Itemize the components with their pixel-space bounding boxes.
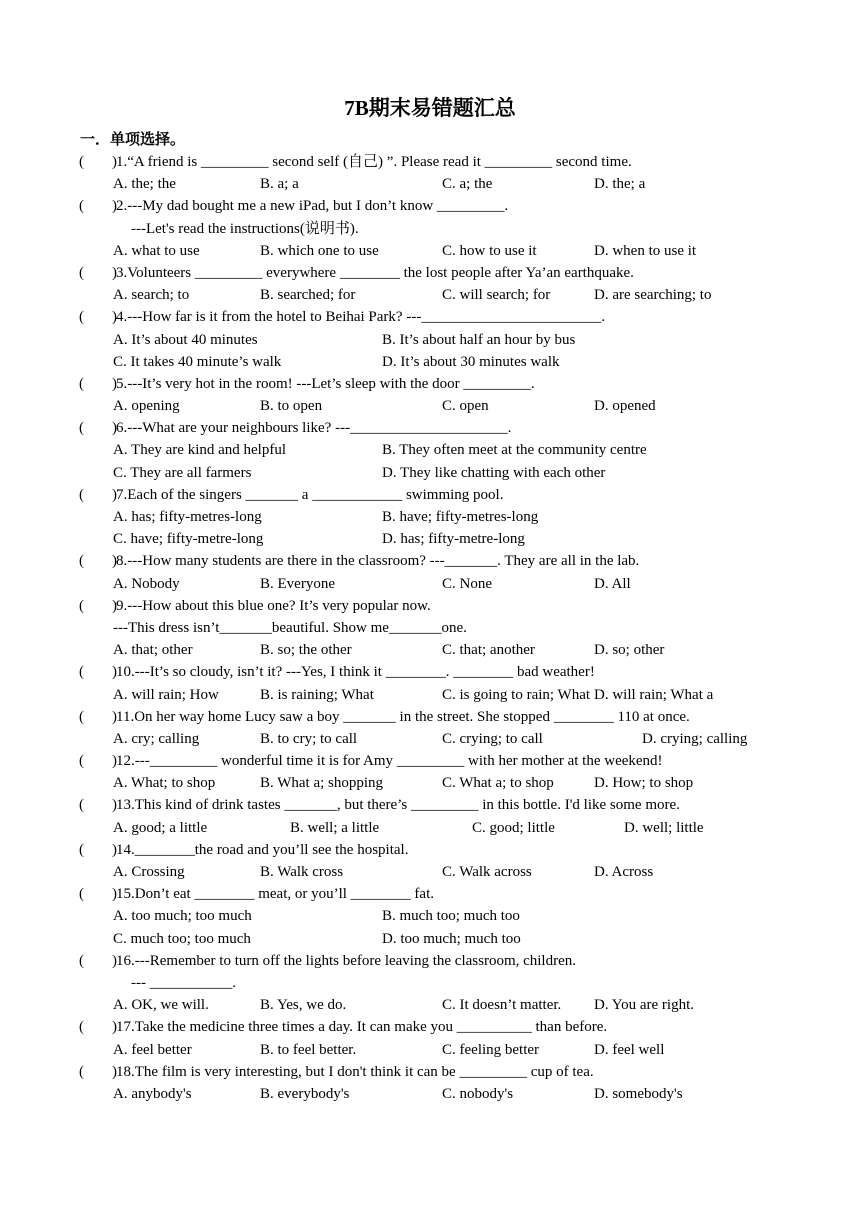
option: A. too much; too much (113, 908, 252, 925)
option: D. crying; calling (642, 730, 748, 747)
question-stem: 5.---It’s very hot in the room! ---Let’s sleep with the door _________. (116, 375, 535, 392)
option-row (0, 240, 860, 262)
option: D. are searching; to (594, 287, 712, 304)
option: B. Everyone (260, 575, 335, 592)
option: A. Crossing (113, 864, 185, 880)
option: D. has; fifty-metre-long (382, 531, 525, 548)
option-row (0, 639, 860, 661)
option: B. to open (260, 398, 323, 415)
answer-paren-right: ) (112, 708, 117, 725)
option-row (0, 439, 860, 461)
option: B. have; fifty-metres-long (382, 509, 539, 525)
option: A. has; fifty-metres-long (113, 509, 262, 525)
answer-paren-right: ) (112, 1019, 117, 1036)
option: B. so; the other (260, 642, 352, 659)
option: A. what to use (113, 242, 200, 259)
question-stem-line (0, 839, 860, 861)
answer-paren-right: ) (112, 264, 117, 281)
question-stem: 13.This kind of drink tastes _______, but there’s _________ in this bottle. I'd like some more. (116, 797, 680, 814)
answer-paren-left: ( (79, 952, 84, 969)
option: A. will rain; How (113, 686, 219, 703)
option: A. It’s about 40 minutes (113, 331, 258, 348)
answer-paren-right: ) (112, 198, 117, 215)
question-stem-line (0, 1016, 860, 1038)
question-stem: 1.“A friend is _________ second self (自己) ”. Please read it _________ second time. (116, 154, 632, 170)
question-stem: 8.---How many students are there in the classroom? ---_______. They are all in the lab. (116, 553, 640, 570)
question-stem: 6.---What are your neighbours like? ---_____________________. (116, 420, 512, 437)
question-stem-line (0, 262, 860, 284)
answer-paren-left: ( (79, 553, 84, 570)
question-sub-text: ---This dress isn’t_______beautiful. Show me_______one. (113, 619, 467, 636)
question-stem: 15.Don’t eat ________ meat, or you’ll ________ fat. (116, 886, 435, 903)
answer-paren-left: ( (79, 1063, 84, 1080)
option-row (0, 1083, 860, 1105)
answer-paren-left: ( (79, 420, 84, 437)
option-row (0, 573, 860, 595)
option-row (0, 395, 860, 417)
option: C. how to use it (442, 242, 537, 259)
option: B. much too; much too (382, 908, 520, 925)
option: C. have; fifty-metre-long (113, 531, 264, 548)
option: A. anybody's (113, 1085, 192, 1102)
option: B. What a; shopping (260, 775, 384, 792)
option: D. All (594, 575, 631, 592)
question-stem: 2.---My dad bought me a new iPad, but I don’t know _________. (116, 198, 509, 215)
question-stem-line (0, 706, 860, 728)
option: D. well; little (624, 819, 704, 836)
option: A. good; a little (113, 819, 208, 836)
question-sub-line (0, 218, 860, 240)
option: A. What; to shop (113, 775, 216, 792)
answer-paren-right: ) (112, 1063, 117, 1080)
option-row (0, 728, 860, 750)
question-stem-line (0, 883, 860, 905)
option-row (0, 462, 860, 484)
option: D. so; other (594, 642, 665, 659)
option: D. You are right. (594, 997, 694, 1014)
option: A. search; to (113, 287, 190, 304)
question-stem-line (0, 195, 860, 217)
option-row (0, 772, 860, 794)
question-stem-line (0, 794, 860, 816)
option: B. to feel better. (260, 1041, 357, 1058)
option: C. good; little (472, 819, 555, 836)
option: B. Walk cross (260, 864, 344, 880)
option: C. open (442, 398, 489, 415)
answer-paren-left: ( (79, 486, 84, 503)
answer-paren-right: ) (112, 753, 117, 770)
question-stem: 11.On her way home Lucy saw a boy _______ in the street. She stopped ________ 110 at once. (116, 708, 690, 725)
option: A. OK, we will. (113, 997, 209, 1014)
option: C. It doesn’t matter. (442, 997, 562, 1014)
option: C. that; another (442, 642, 535, 659)
question-stem-line (0, 1061, 860, 1083)
option: C. much too; too much (113, 930, 251, 947)
answer-paren-right: ) (112, 952, 117, 969)
option: A. feel better (113, 1041, 192, 1058)
option: D. somebody's (594, 1085, 683, 1102)
answer-paren-right: ) (112, 375, 117, 392)
option-row (0, 928, 860, 950)
answer-paren-left: ( (79, 708, 84, 725)
question-stem-line (0, 550, 860, 572)
question-stem-line (0, 373, 860, 395)
option: D. Across (594, 864, 654, 880)
question-stem: 7.Each of the singers _______ a ____________ swimming pool. (116, 486, 504, 503)
option: A. opening (113, 398, 180, 415)
option: C. feeling better (442, 1041, 540, 1058)
option-row (0, 905, 860, 927)
answer-paren-right: ) (112, 309, 117, 326)
answer-paren-left: ( (79, 597, 84, 614)
answer-paren-right: ) (112, 841, 117, 858)
option-row (0, 1039, 860, 1061)
option-row (0, 284, 860, 306)
section-heading: 一．单项选择。 (80, 132, 186, 148)
option: D. will rain; What a (594, 686, 714, 703)
answer-paren-left: ( (79, 797, 84, 814)
question-sub-line (0, 972, 860, 994)
answer-paren-left: ( (79, 664, 84, 681)
question-stem-line (0, 661, 860, 683)
question-stem: 12.---_________ wonderful time it is for Amy _________ with her mother at the weekend! (116, 753, 663, 770)
option: D. It’s about 30 minutes walk (382, 353, 560, 370)
answer-paren-left: ( (79, 1019, 84, 1036)
option: B. which one to use (260, 242, 379, 259)
option: C. nobody's (442, 1085, 514, 1102)
option: A. They are kind and helpful (113, 442, 287, 459)
question-stem: 10.---It’s so cloudy, isn’t it? ---Yes, I think it ________. ________ bad weather! (116, 664, 595, 681)
answer-paren-right: ) (112, 420, 117, 437)
question-stem: 14.________the road and you’ll see the hospital. (116, 841, 409, 858)
option: A. the; the (113, 176, 176, 193)
option: B. Yes, we do. (260, 997, 347, 1014)
option: C. a; the (442, 176, 493, 193)
answer-paren-right: ) (112, 486, 117, 503)
question-stem-line (0, 595, 860, 617)
answer-paren-left: ( (79, 309, 84, 326)
question-stem: 3.Volunteers _________ everywhere ________ the lost people after Ya’an earthquake. (116, 264, 634, 281)
question-stem: 18.The film is very interesting, but I don't think it can be _________ cup of tea. (116, 1063, 594, 1080)
option-row (0, 684, 860, 706)
option: B. a; a (260, 176, 299, 193)
answer-paren-left: ( (79, 841, 84, 858)
option: A. Nobody (113, 575, 180, 592)
option: B. well; a little (290, 819, 380, 836)
answer-paren-left: ( (79, 375, 84, 392)
answer-paren-right: ) (112, 886, 117, 903)
option-row (0, 817, 860, 839)
option: C. is going to rain; What (442, 686, 591, 703)
option: D. How; to shop (594, 775, 694, 792)
question-stem-line (0, 151, 860, 173)
option: C. It takes 40 minute’s walk (113, 353, 282, 370)
option: B. searched; for (260, 287, 356, 304)
page-title: 7B期末易错题汇总 (344, 96, 516, 120)
option: D. feel well (594, 1041, 665, 1058)
option-row (0, 861, 860, 883)
option-row (0, 506, 860, 528)
option: B. They often meet at the community centre (382, 442, 647, 459)
option: C. What a; to shop (442, 775, 554, 792)
option: C. None (442, 575, 492, 592)
question-stem: 4.---How far is it from the hotel to Beihai Park? ---________________________. (116, 309, 606, 326)
question-stem-line (0, 750, 860, 772)
option: A. that; other (113, 642, 193, 659)
option: B. It’s about half an hour by bus (382, 331, 576, 348)
answer-paren-right: ) (112, 664, 117, 681)
answer-paren-left: ( (79, 753, 84, 770)
question-stem-line (0, 306, 860, 328)
answer-paren-right: ) (112, 597, 117, 614)
answer-paren-right: ) (112, 154, 117, 170)
answer-paren-left: ( (79, 886, 84, 903)
option: D. too much; much too (382, 930, 521, 947)
question-sub-text: --- ___________. (131, 974, 236, 991)
option-row (0, 994, 860, 1016)
question-stem: 17.Take the medicine three times a day. It can make you __________ than before. (116, 1019, 608, 1036)
option: B. is raining; What (260, 686, 374, 703)
option: C. will search; for (442, 287, 551, 304)
question-sub-text: ---Let's read the instructions(说明书). (131, 220, 359, 237)
option: C. They are all farmers (113, 464, 252, 481)
option: A. cry; calling (113, 730, 200, 747)
option: D. They like chatting with each other (382, 464, 606, 481)
option-row (0, 351, 860, 373)
option: D. when to use it (594, 242, 697, 259)
question-sub-line (0, 617, 860, 639)
question-stem-line (0, 417, 860, 439)
question-stem-line (0, 484, 860, 506)
option: C. crying; to call (442, 730, 543, 747)
option: B. to cry; to call (260, 730, 358, 747)
option-row (0, 528, 860, 550)
option-row (0, 173, 860, 195)
question-stem: 9.---How about this blue one? It’s very popular now. (116, 597, 431, 614)
option-row (0, 329, 860, 351)
option: D. the; a (594, 176, 646, 193)
option: C. Walk across (442, 864, 532, 880)
answer-paren-right: ) (112, 797, 117, 814)
answer-paren-left: ( (79, 198, 84, 215)
question-list (0, 151, 860, 1105)
option: B. everybody's (260, 1085, 350, 1102)
question-stem: 16.---Remember to turn off the lights before leaving the classroom, children. (116, 952, 577, 969)
answer-paren-right: ) (112, 553, 117, 570)
question-stem-line (0, 950, 860, 972)
answer-paren-left: ( (79, 154, 84, 170)
answer-paren-left: ( (79, 264, 84, 281)
option: D. opened (594, 398, 656, 415)
